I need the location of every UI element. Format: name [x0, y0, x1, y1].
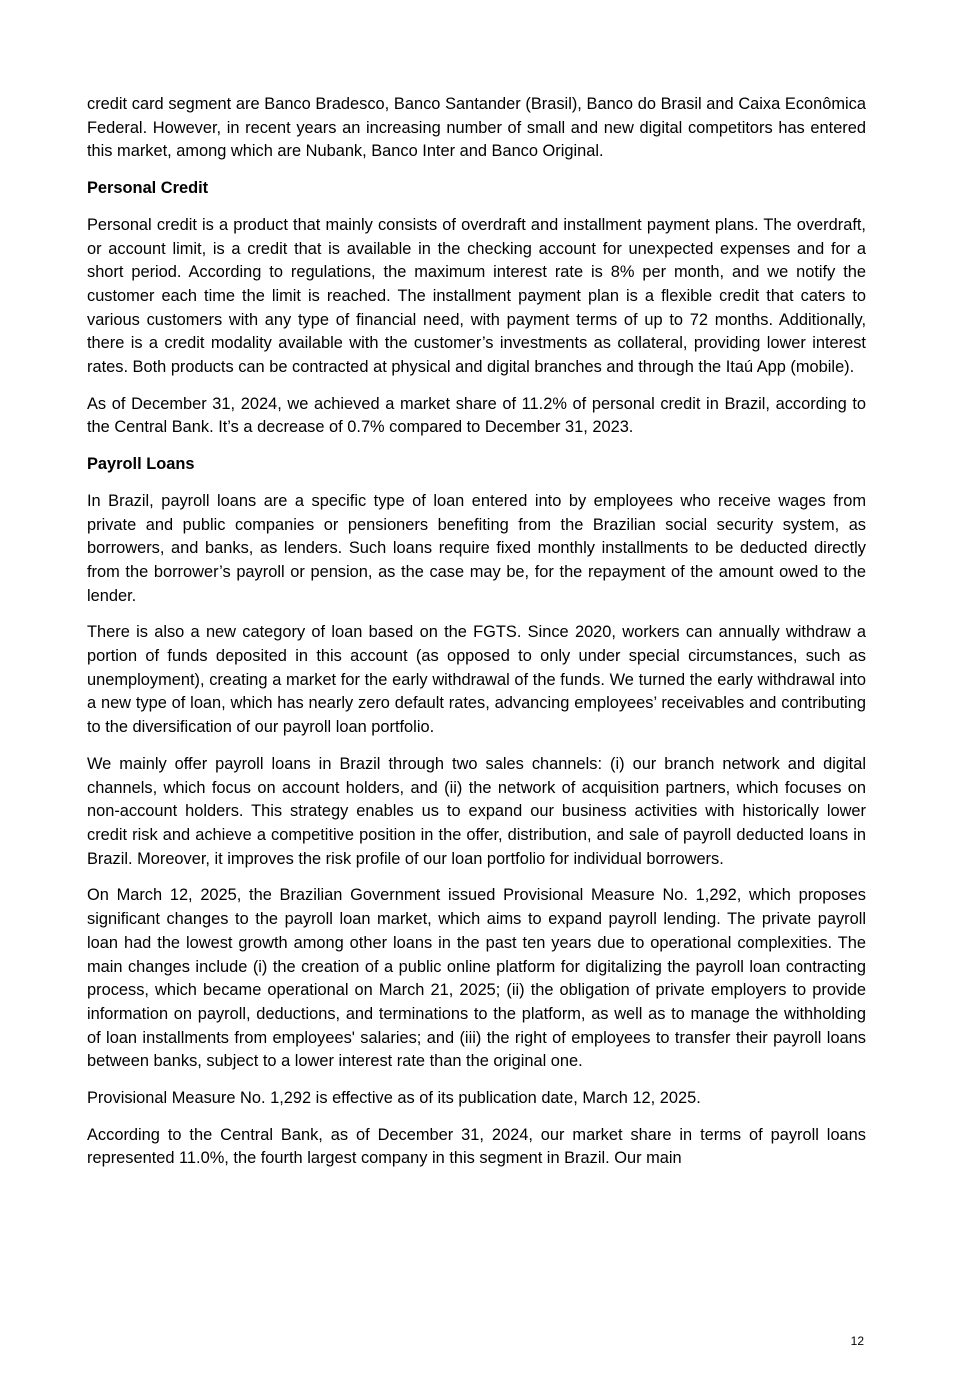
- paragraph-fgts-loans: There is also a new category of loan based on the FGTS. Since 2020, workers can annually withdraw a portion of funds deposited in this account (as opposed to only under special circumstances, such as unemployment), creating a market for the early withdrawal of the funds. We turned the early withdrawal into a new type of loan, which has nearly zero default rates, advancing employees’ receivables and contributing to the diversification of our payroll loan portfolio.: [87, 623, 866, 737]
- page-number: 12: [850, 1334, 864, 1348]
- heading-payroll-loans: Payroll Loans: [87, 455, 195, 474]
- paragraph-payroll-market-share: According to the Central Bank, as of December 31, 2024, our market share in terms of payroll loans represented 11.0%, the fourth largest company in this segment in Brazil. Our main: [87, 1125, 866, 1168]
- paragraph-payroll-loans-definition: In Brazil, payroll loans are a specific type of loan entered into by employees who receive wages from private and public companies or pensioners benefiting from the Brazilian social security system, as borrowers, and banks, as lenders. Such loans require fixed monthly installments to be deducted directly from the borrower’s payroll or pension, as the case may be, for the repayment of the amount owed to the lender.: [87, 491, 866, 605]
- heading-personal-credit: Personal Credit: [87, 179, 209, 198]
- paragraph-measure-effective-date: Provisional Measure No. 1,292 is effective as of its publication date, March 12, 2025.: [87, 1089, 701, 1108]
- paragraph-provisional-measure: On March 12, 2025, the Brazilian Government issued Provisional Measure No. 1,292, which proposes significant changes to the payroll loan market, which aims to expand payroll lending. The private payroll loan had the lowest growth among other loans in the past ten years due to operational complexities. The main changes include (i) the creation of a public online platform for digitalizing the payroll loan contracting process, which became operational on March 21, 2025; (ii) the obligation of private employers to provide information on payroll, deductions, and terminations to the platform, as well as to manage the withholding of loan installments from employees' salaries; and (iii) the right of employees to transfer their payroll loans between banks, subject to a lower interest rate than the original one.: [87, 886, 866, 1071]
- paragraph-credit-card-competitors: credit card segment are Banco Bradesco, Banco Santander (Brasil), Banco do Brasil and Caixa Econômica Federal. However, in recent years an increasing number of small and new digital competitors has entered this market, among which are Nubank, Banco Inter and Banco Original.: [87, 95, 866, 161]
- page-body: [87, 93, 866, 1184]
- paragraph-sales-channels: We mainly offer payroll loans in Brazil through two sales channels: (i) our branch network and digital channels, which focus on account holders, and (ii) the network of acquisition partners, which focuses on non-account holders. This strategy enables us to expand our business activities with historically lower credit risk and achieve a competitive position in the offer, distribution, and sale of payroll deducted loans in Brazil. Moreover, it improves the risk profile of our loan portfolio for individual borrowers.: [87, 754, 866, 868]
- paragraph-personal-credit-market-share: As of December 31, 2024, we achieved a market share of 11.2% of personal credit in Brazil, according to the Central Bank. It’s a decrease of 0.7% compared to December 31, 2023.: [87, 394, 866, 437]
- paragraph-personal-credit-description: Personal credit is a product that mainly consists of overdraft and installment payment plans. The overdraft, or account limit, is a credit that is available in the checking account for unexpected expenses and for a short period. According to regulations, the maximum interest rate is 8% per month, and we notify the customer each time the limit is reached. The installment payment plan is a flexible credit that caters to various customers with any type of financial need, with payment terms of up to 72 months. Additionally, there is a credit modality available with the customer’s investments as collateral, providing lower interest rates. Both products can be contracted at physical and digital branches and through the Itaú App (mobile).: [87, 215, 866, 377]
